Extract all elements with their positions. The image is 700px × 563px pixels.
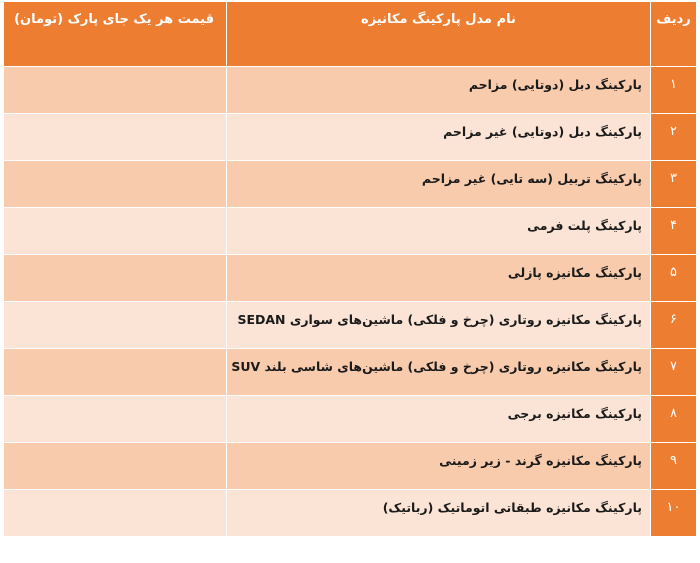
model-name-cell: پارکینگ مکانیزه گرند - زیر زمینی	[226, 443, 651, 489]
row-number-cell: ۴	[651, 208, 696, 254]
price-cell	[4, 349, 226, 395]
header-price: قیمت هر یک جای پارک (تومان)	[14, 12, 214, 27]
model-name-cell: پارکینگ مکانیزه پازلی	[226, 255, 651, 301]
table-row	[4, 208, 696, 255]
model-name-cell: پارکینگ مکانیزه برجی	[226, 396, 651, 442]
row-number-cell: ۵	[651, 255, 696, 301]
table-row	[4, 255, 696, 302]
table-row	[4, 161, 696, 208]
price-cell	[4, 161, 226, 207]
table-row	[4, 396, 696, 443]
price-cell	[4, 396, 226, 442]
header-row-number: ردیف	[656, 12, 691, 27]
model-name-cell: پارکینگ دبل (دوتایی) غیر مزاحم	[226, 114, 651, 160]
row-number-cell: ۲	[651, 114, 696, 160]
model-name-cell: پارکینگ مکانیزه روتاری (چرخ و فلکی) ماشین‌های شاسی بلند SUV	[226, 349, 651, 395]
model-name-cell: پارکینگ دبل (دوتایی) مزاحم	[226, 67, 651, 113]
price-cell	[4, 443, 226, 489]
row-number-cell: ۹	[651, 443, 696, 489]
price-cell	[4, 114, 226, 160]
table-row	[4, 490, 696, 537]
model-name-cell: پارکینگ پلت فرمی	[226, 208, 651, 254]
price-cell	[4, 302, 226, 348]
table-header-row	[4, 2, 696, 67]
table-row	[4, 67, 696, 114]
model-name-cell: پارکینگ مکانیزه طبقاتی اتوماتیک (رباتیک)	[226, 490, 651, 536]
model-name-cell: پارکینگ تربیل (سه تایی) غیر مزاحم	[226, 161, 651, 207]
row-number-cell: ۷	[651, 349, 696, 395]
row-number-cell: ۶	[651, 302, 696, 348]
table-row	[4, 114, 696, 161]
table-row	[4, 302, 696, 349]
row-number-cell: ۸	[651, 396, 696, 442]
row-number-cell: ۳	[651, 161, 696, 207]
price-cell	[4, 208, 226, 254]
row-number-cell: ۱	[651, 67, 696, 113]
table-body	[4, 67, 696, 537]
price-cell	[4, 255, 226, 301]
model-name-cell: پارکینگ مکانیزه روتاری (چرخ و فلکی) ماشین‌های سواری SEDAN	[226, 302, 651, 348]
header-model-name: نام مدل پارکینگ مکانیزه	[226, 2, 651, 66]
row-number-cell: ۱۰	[651, 490, 696, 536]
parking-price-table	[4, 2, 696, 537]
table-row	[4, 443, 696, 490]
price-cell	[4, 67, 226, 113]
table-row	[4, 349, 696, 396]
price-cell	[4, 490, 226, 536]
